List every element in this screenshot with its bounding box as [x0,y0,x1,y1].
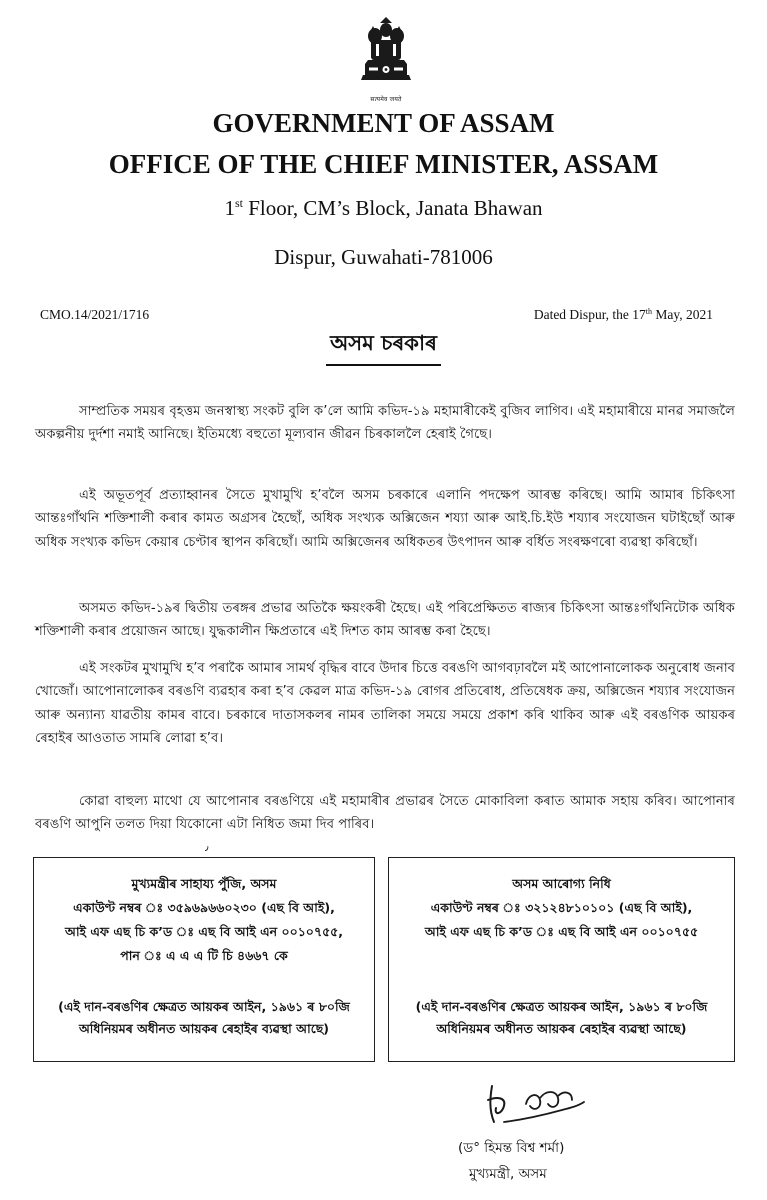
fund-tax-note: (এই দান-বৰঙণিৰ ক্ষেত্ৰত আয়কৰ আইন, ১৯৬১ ৰ ৮০জি অধিনিয়মৰ অধীনত আয়কৰ ৰেহাইৰ ব্যৱস্থা আছে) [58,999,350,1036]
fund-title: মুখ্যমন্ত্ৰীৰ সাহায্য পুঁজি, অসম [131,876,277,891]
date-ordinal: th [645,307,652,316]
fund-title: অসম আৰোগ্য নিধি [512,876,611,891]
body-paragraph: কোৱা বাহুল্য মাথো যে আপোনাৰ বৰঙণিয়ে এই মহামাৰীৰ প্ৰভাৱৰ সৈতে মোকাবিলা কৰাত আমাক সহায় কৰিব। আপোনাৰ বৰঙণি আপুনি তলত দিয়া যিকোনো এটা নিধিত জমা দিব পাৰিব। [35,794,735,833]
body-paragraph: এই অভূতপূৰ্ব প্ৰত্যাহ্বানৰ সৈতে মুখামুখি হ’বলৈ অসম চৰকাৰে এলানি পদক্ষেপ আৰম্ভ কৰিছে। আমি আমাৰ চিকিৎসা আন্তঃগাঁথনি শক্তিশালী কৰাৰ কামত অগ্ৰসৰ হৈছোঁ, অধিক সংখ্যক অক্সিজেন শয্যা আৰু আই.চি.ইউ শয্যাৰ সংযোজন ঘটাইছোঁ আৰু অধিক সংখ্যক কভিদ কেয়াৰ চেণ্টাৰ স্থাপন কৰিছোঁ। আমি অক্সিজেনৰ অধিকতৰ উৎপাদন আৰু বৰ্ধিত সংৰক্ষণৰো ব্যৱস্থা কৰিছোঁ। [35,488,735,550]
date-suffix: May, 2021 [652,307,713,322]
handwritten-signature [480,1076,590,1138]
ashoka-emblem [351,14,421,106]
letter-date [534,307,713,323]
fund-pan: পান ঃ এ এ এ টি চি ৪৬৬৭ কে [120,948,288,963]
fund-tax-note: (এই দান-বৰঙণিৰ ক্ষেত্ৰত আয়কৰ আইন, ১৯৬১ ৰ ৮০জি অধিনিয়মৰ অধীনত আয়কৰ ৰেহাইৰ ব্যৱস্থা আছে) [415,999,708,1036]
stray-mark: ٫ [205,840,209,853]
fund-ifsc: আই এফ এছ চি ক’ড ঃ এছ বি আই এন ০০১০৭৫৫ [424,924,699,939]
body-paragraph: এই সংকটৰ মুখামুখি হ’ব পৰাকৈ আমাৰ সামৰ্থ বৃদ্ধিৰ বাবে উদাৰ চিত্তে বৰঙণি আগবঢ়াবলৈ মই আপোনালোকক অনুৰোধ জনাব খোজোঁ। আপোনালোকৰ বৰঙণি ব্যৱহাৰ কৰা হ’ব কেৱল মাত্ৰ কভিদ-১৯ ৰোগৰ প্ৰতিৰোধ, প্ৰতিষেধক ক্ৰয়, অক্সিজেন শয্যাৰ সংযোজন আৰু অন্যান্য যাৱতীয় কামৰ বাবে। চৰকাৰে দাতাসকলৰ নামৰ তালিকা সময়ে সময়ে প্ৰকাশ কৰি থাকিব আৰু এই বৰঙণিক আয়কৰ ৰেহাইৰ আওতাত সামৰি লোৱা হ’ব। [35,661,735,746]
signatory-name: (ড° হিমন্ত বিশ্ব শৰ্মা) [458,1140,565,1156]
date-prefix: Dated Dispur, the 17 [533,307,646,322]
fund-account-number: একাউণ্ট নম্বৰ ঃ ৩২১২৪৮১০১০১ (এছ বি আই), [430,900,693,915]
body-paragraph: অসমত কভিদ-১৯ৰ দ্বিতীয় তৰঙ্গৰ প্ৰভাৱ অতিকৈ ক্ষয়ংকৰী হৈছে। এই পৰিপ্ৰেক্ষিতত ৰাজ্যৰ চিকিৎসা আন্তঃগাঁথনিটোক অধিক শক্তিশালী কৰাৰ প্ৰয়োজন আছে। যুদ্ধকালীন ক্ষিপ্ৰতাৰে এই দিশত কাম আৰম্ভ কৰা হৈছে। [35,601,735,640]
header-city: Dispur, Guwahati-781006 [274,245,493,269]
fund-ifsc: আই এফ এছ চি ক’ড ঃ এছ বি আই এন ০০১০৭৫৫, [64,924,344,939]
address-floor-suffix: st [234,196,243,210]
body-paragraph: সাম্প্ৰতিক সময়ৰ বৃহত্তম জনস্বাস্থ্য সংকট বুলি ক’লে আমি কভিদ-১৯ মহামাৰীকেই বুজিব লাগিব। এই মহামাৰীয়ে মানৱ সমাজলৈ অকল্পনীয় দুৰ্দশা নমাই আনিছে। ইতিমধ্যে বহুতো মূল্যবান জীৱন চিৰকাললৈ হেৰাই গৈছে। [35,404,735,443]
reference-number: CMO.14/2021/1716 [40,307,150,322]
header-address [0,196,767,221]
header-office: OFFICE OF THE CHIEF MINISTER, ASSAM [108,149,659,179]
letter-banner [0,327,767,366]
address-floor-number: 1 [224,196,235,220]
ashoka-emblem-icon [351,14,421,94]
fund-box-cm-relief [33,857,375,1062]
fund-box-arogya-nidhi [388,857,735,1062]
signatory-title: মুখ্যমন্ত্ৰী, অসম [469,1166,547,1182]
fund-account-number: একাউণ্ট নম্বৰ ঃ ৩৫৯৬৯৬৬০২৩০ (এছ বি আই), [73,900,335,915]
emblem-motto: सत्यमेव जयते [370,96,402,103]
banner-title: অসম চৰকাৰ [326,327,441,366]
header-government: GOVERNMENT OF ASSAM [212,108,555,138]
address-building: Floor, CM’s Block, Janata Bhawan [242,196,543,220]
